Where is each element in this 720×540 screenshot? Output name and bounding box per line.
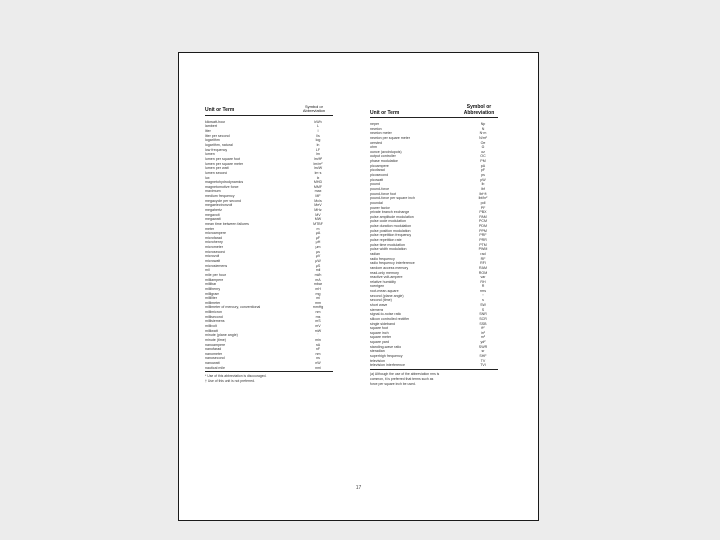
unit-term: television xyxy=(370,358,385,363)
unit-symbol: lbf·ft xyxy=(479,191,487,196)
unit-symbol: PF xyxy=(480,205,486,210)
unit-term: meter xyxy=(205,226,215,231)
unit-term: radio frequency xyxy=(370,256,395,261)
unit-symbol: lm/m² xyxy=(313,161,323,166)
unit-term: liter xyxy=(205,129,211,134)
unit-symbol: S xyxy=(481,307,485,312)
unit-symbol: MHD xyxy=(313,180,323,185)
unit-term: pound-force per square inch xyxy=(370,196,415,201)
unit-symbol: MF xyxy=(315,194,321,199)
unit-symbol: PRR xyxy=(479,238,487,243)
unit-symbol: ' xyxy=(317,333,319,338)
unit-symbol: μH xyxy=(315,240,321,245)
unit-term: silicon controlled rectifier xyxy=(370,316,410,321)
table-footnotes xyxy=(205,374,333,384)
unit-term: microsiemens xyxy=(205,263,228,268)
unit-term: lumen per square meter xyxy=(205,161,244,166)
unit-symbol: m² xyxy=(480,335,486,340)
unit-term: minute (plane angle) xyxy=(205,333,238,338)
unit-symbol: kWh xyxy=(314,119,322,124)
unit-term: radian xyxy=(370,251,380,256)
unit-symbol: nm xyxy=(315,310,321,315)
unit-term: milligram xyxy=(205,291,220,296)
unit-symbol: PM xyxy=(480,159,486,164)
unit-symbol: PAM xyxy=(479,214,487,219)
unit-term: megahertz xyxy=(205,207,222,212)
unit-term: neper xyxy=(370,122,380,126)
unit-term: lumen per square foot xyxy=(205,156,240,161)
footnote: † Use of this unit is not preferred. xyxy=(205,379,255,384)
unit-symbol: mm xyxy=(315,300,321,305)
unit-symbol: in² xyxy=(481,330,485,335)
unit-term: mil xyxy=(205,268,210,273)
unit-term: millivolt xyxy=(205,324,217,328)
unit-term: nanosecond xyxy=(205,356,225,361)
unit-symbol: L xyxy=(317,124,319,129)
unit-term: liter per second xyxy=(205,133,230,138)
unit-symbol: N/m² xyxy=(479,135,487,140)
unit-term: signal-to-noise ratio xyxy=(370,312,402,317)
unit-symbol: PPM xyxy=(479,228,487,233)
unit-term: superhigh frequency xyxy=(370,354,403,359)
footnote: force per square inch be used. xyxy=(370,381,416,386)
table-rule xyxy=(205,371,333,372)
unit-symbol: mH xyxy=(315,286,321,291)
unit-symbol: PTM xyxy=(479,242,487,247)
unit-term: picowatt xyxy=(370,177,384,182)
unit-term: nanofarad xyxy=(205,347,222,352)
unit-term: microwatt xyxy=(205,259,221,264)
page-number: 17 xyxy=(355,485,362,491)
unit-symbol: lm/ft² xyxy=(314,156,322,161)
units-table-left xyxy=(205,105,333,384)
unit-term: medium frequency xyxy=(205,194,235,199)
unit-term: square inch xyxy=(370,330,389,335)
unit-symbol: " xyxy=(482,293,484,298)
unit-term: phase modulation xyxy=(370,159,399,164)
unit-symbol: SNR xyxy=(479,312,487,317)
unit-term: microfarad xyxy=(205,235,222,240)
unit-term: microhenry xyxy=(205,240,223,245)
header-unit-or-term: Unit or Term xyxy=(205,107,235,114)
unit-symbol: nA xyxy=(315,342,321,347)
unit-symbol: max xyxy=(314,189,322,194)
unit-symbol: mW xyxy=(314,328,322,333)
unit-term: ounce (avoirdupois) xyxy=(370,149,402,154)
unit-term: lumen xyxy=(205,152,215,157)
unit-symbol: RAM xyxy=(479,265,487,270)
unit-term: poundal xyxy=(370,200,383,205)
unit-term: microvolt xyxy=(205,254,220,259)
unit-term: lumen second xyxy=(205,170,228,175)
unit-symbol: ml xyxy=(316,296,320,301)
unit-term: logarithm, natural xyxy=(205,143,233,148)
unit-term: lux xyxy=(205,175,210,180)
unit-term: television interference xyxy=(370,363,405,368)
unit-symbol: μF xyxy=(315,235,321,240)
unit-term: radio frequency interference xyxy=(370,261,415,266)
unit-symbol: mS xyxy=(315,319,321,324)
unit-symbol: mA xyxy=(315,277,321,282)
unit-term: output controller xyxy=(370,154,396,159)
table-header xyxy=(370,105,498,118)
unit-symbol: MHz xyxy=(314,207,322,212)
unit-term: pulse time modulation xyxy=(370,242,405,247)
unit-term: pulse repetition frequency xyxy=(370,233,412,238)
unit-symbol: lm xyxy=(316,152,320,157)
unit-term: read-only memory xyxy=(370,270,399,275)
unit-term: microampere xyxy=(205,231,226,236)
unit-symbol: RH xyxy=(480,279,486,284)
unit-symbol: nmi xyxy=(315,365,321,370)
unit-symbol: PBX xyxy=(479,210,487,215)
unit-symbol: nW xyxy=(315,361,321,366)
unit-term: nautical mile xyxy=(205,365,225,370)
unit-symbol: MW xyxy=(314,217,322,222)
unit-term: relative humidity xyxy=(370,279,396,284)
unit-symbol: pA xyxy=(480,163,486,168)
unit-term: millibar xyxy=(205,282,217,287)
unit-symbol: N·m xyxy=(479,131,487,136)
unit-symbol: Mc/s xyxy=(314,198,322,203)
unit-symbol: rms xyxy=(480,289,486,294)
unit-symbol: pF xyxy=(480,168,486,173)
unit-term: megawatt xyxy=(205,217,221,222)
unit-term: second (time) xyxy=(370,298,392,303)
unit-symbol: μm xyxy=(315,245,321,250)
unit-term: second (plane angle) xyxy=(370,293,404,298)
unit-term: magnetohydrodynamics xyxy=(205,180,244,185)
unit-symbol: SWR xyxy=(478,344,488,349)
unit-term: kilowatt-hour xyxy=(205,119,226,124)
unit-term: logarithm xyxy=(205,138,220,143)
unit-term: single sideband xyxy=(370,321,395,326)
unit-term: power factor xyxy=(370,205,390,210)
unit-symbol: lx xyxy=(316,175,320,180)
unit-term: milliwatt xyxy=(205,328,218,333)
unit-symbol: PRF xyxy=(479,233,487,238)
unit-symbol: LF xyxy=(315,147,321,152)
unit-term: mean time between failures xyxy=(205,221,249,226)
unit-term: square meter xyxy=(370,335,392,340)
footnote: common, it is preferred that terms such as xyxy=(370,376,434,381)
unit-symbol: lm·s xyxy=(314,170,322,175)
unit-symbol: mil xyxy=(315,268,321,273)
unit-symbol: PDM xyxy=(479,224,487,229)
unit-term: pound-force xyxy=(370,186,390,191)
unit-symbol: SHF xyxy=(479,354,487,359)
unit-term: root-mean-square xyxy=(370,289,399,294)
unit-symbol: oz xyxy=(481,149,485,154)
table-row xyxy=(370,363,498,368)
footnote: * Use of this abbreviation is discouraged. xyxy=(205,374,267,379)
unit-symbol: TV xyxy=(480,358,486,363)
unit-term: micrometer xyxy=(205,245,223,250)
unit-symbol: rad xyxy=(480,251,486,256)
unit-symbol: SW xyxy=(480,302,486,307)
header-unit-or-term: Unit or Term xyxy=(370,109,400,116)
header-symbol: Symbol or Abbreviation xyxy=(463,104,495,116)
unit-symbol: ft² xyxy=(481,326,485,331)
unit-symbol: lm/W xyxy=(313,166,323,171)
unit-symbol: MMF xyxy=(313,184,323,189)
unit-term: lumen per watt xyxy=(205,166,229,171)
unit-symbol: TVI xyxy=(480,363,486,368)
unit-symbol: m xyxy=(316,226,320,231)
unit-symbol: SCR xyxy=(479,316,487,321)
table-header xyxy=(205,105,333,116)
unit-symbol: lb xyxy=(481,182,485,187)
unit-term: microsecond xyxy=(205,249,226,254)
table-body xyxy=(370,122,498,368)
unit-term: millimeter xyxy=(205,300,221,305)
unit-symbol: mi/h xyxy=(314,272,322,277)
header-symbol: Symbol or Abbreviation xyxy=(302,104,326,114)
unit-symbol: Oe xyxy=(480,140,486,145)
unit-term: nanoampere xyxy=(205,342,226,347)
unit-symbol: ln xyxy=(316,143,320,148)
unit-term: megaelectronvolt xyxy=(205,203,233,208)
unit-term: roentgen xyxy=(370,284,385,289)
unit-symbol: N xyxy=(481,126,485,131)
unit-symbol: μA xyxy=(315,231,321,236)
unit-term: newton meter xyxy=(370,131,392,136)
unit-symbol: OC xyxy=(480,154,486,159)
units-table-right xyxy=(370,105,498,387)
unit-term: pulse repetition rate xyxy=(370,238,402,243)
unit-symbol: nF xyxy=(315,347,321,352)
unit-term: standing-wave ratio xyxy=(370,344,402,349)
unit-term: millisecond xyxy=(205,314,223,319)
unit-symbol: lbf/in² xyxy=(478,196,488,201)
unit-symbol: MV xyxy=(315,212,321,217)
unit-symbol: min xyxy=(315,337,321,342)
unit-symbol: ms xyxy=(315,314,321,319)
unit-symbol: sr xyxy=(481,349,485,354)
unit-symbol: μs xyxy=(316,249,320,254)
table-row xyxy=(205,366,333,371)
footnote: (a) Although the use of the abbreviation rms is xyxy=(370,371,440,376)
unit-term: megacycle per second xyxy=(205,198,241,203)
table-body xyxy=(205,120,333,371)
unit-term: nanowatt xyxy=(205,361,220,366)
unit-term: millihenry xyxy=(205,286,221,291)
unit-symbol: Np xyxy=(480,122,486,126)
unit-term: nanometer xyxy=(205,351,223,356)
unit-symbol: pW xyxy=(480,177,486,182)
unit-term: short wave xyxy=(370,302,388,307)
table-rule xyxy=(370,369,498,370)
unit-symbol: RFI xyxy=(480,261,486,266)
unit-symbol: l/s xyxy=(316,133,320,138)
unit-term: pound-force foot xyxy=(370,191,397,196)
unit-symbol: SSB xyxy=(479,321,487,326)
unit-symbol: pdl xyxy=(480,200,486,205)
unit-symbol: lbf xyxy=(481,186,485,191)
unit-term: minute (time) xyxy=(205,337,226,342)
unit-term: reactive volt-ampere xyxy=(370,275,403,280)
unit-symbol: μV xyxy=(315,254,321,259)
unit-symbol: μW xyxy=(315,259,321,264)
unit-term: milliampere xyxy=(205,277,224,282)
unit-term: picoampere xyxy=(370,163,389,168)
unit-symbol: yd² xyxy=(480,340,486,345)
unit-symbol: ROM xyxy=(478,270,488,275)
unit-term: pulse duration modulation xyxy=(370,224,412,229)
table-footnotes xyxy=(370,372,498,387)
unit-symbol: mg xyxy=(315,291,321,296)
unit-term: low frequency xyxy=(205,147,228,152)
unit-symbol: ns xyxy=(316,356,320,361)
unit-term: square yard xyxy=(370,340,389,345)
unit-term: private branch exchange xyxy=(370,210,410,215)
unit-term: newton xyxy=(370,126,382,131)
unit-term: newton per square meter xyxy=(370,135,410,140)
unit-term: millisiemens xyxy=(205,319,225,324)
unit-term: mile per hour xyxy=(205,272,226,277)
unit-symbol: MTBF xyxy=(313,221,323,226)
unit-symbol: RF xyxy=(480,256,486,261)
unit-term: magnetomotive force xyxy=(205,184,239,189)
unit-symbol: μS xyxy=(315,263,321,268)
unit-term: picofarad xyxy=(370,168,385,173)
unit-term: random access memory xyxy=(370,265,409,270)
unit-term: pound xyxy=(370,182,380,187)
unit-term: pulse amplitude modulation xyxy=(370,214,414,219)
unit-term: millimeter of mercury, conventional xyxy=(205,305,261,310)
unit-term: lambert xyxy=(205,124,217,129)
unit-symbol: mbar xyxy=(313,282,323,287)
unit-symbol: MeV xyxy=(314,203,322,208)
unit-term: steradian xyxy=(370,349,385,354)
unit-term: millimicron xyxy=(205,310,222,315)
unit-term: pulse code modulation xyxy=(370,219,406,224)
unit-symbol: mV xyxy=(315,324,321,328)
unit-symbol: mmHg xyxy=(312,305,324,310)
unit-symbol: ps xyxy=(481,173,485,178)
unit-term: pulse position modulation xyxy=(370,228,411,233)
unit-symbol: l xyxy=(317,129,319,134)
unit-symbol: log xyxy=(315,138,321,143)
unit-term: maximum xyxy=(205,189,221,194)
unit-symbol: PCM xyxy=(479,219,487,224)
unit-symbol: nm xyxy=(315,351,321,356)
unit-symbol: PWM xyxy=(478,247,488,252)
unit-term: pulse width modulation xyxy=(370,247,407,252)
unit-term: picosecond xyxy=(370,173,389,178)
unit-symbol: R xyxy=(481,284,485,289)
unit-term: oersted xyxy=(370,140,382,145)
unit-term: ohm xyxy=(370,145,377,150)
document-page xyxy=(178,52,539,521)
unit-symbol: Ω xyxy=(481,145,485,150)
unit-term: square foot xyxy=(370,326,388,331)
unit-term: megavolt xyxy=(205,212,220,217)
unit-term: siemens xyxy=(370,307,384,312)
unit-symbol: s xyxy=(482,298,484,303)
unit-symbol: var xyxy=(480,275,486,280)
unit-term: milliliter xyxy=(205,296,217,301)
